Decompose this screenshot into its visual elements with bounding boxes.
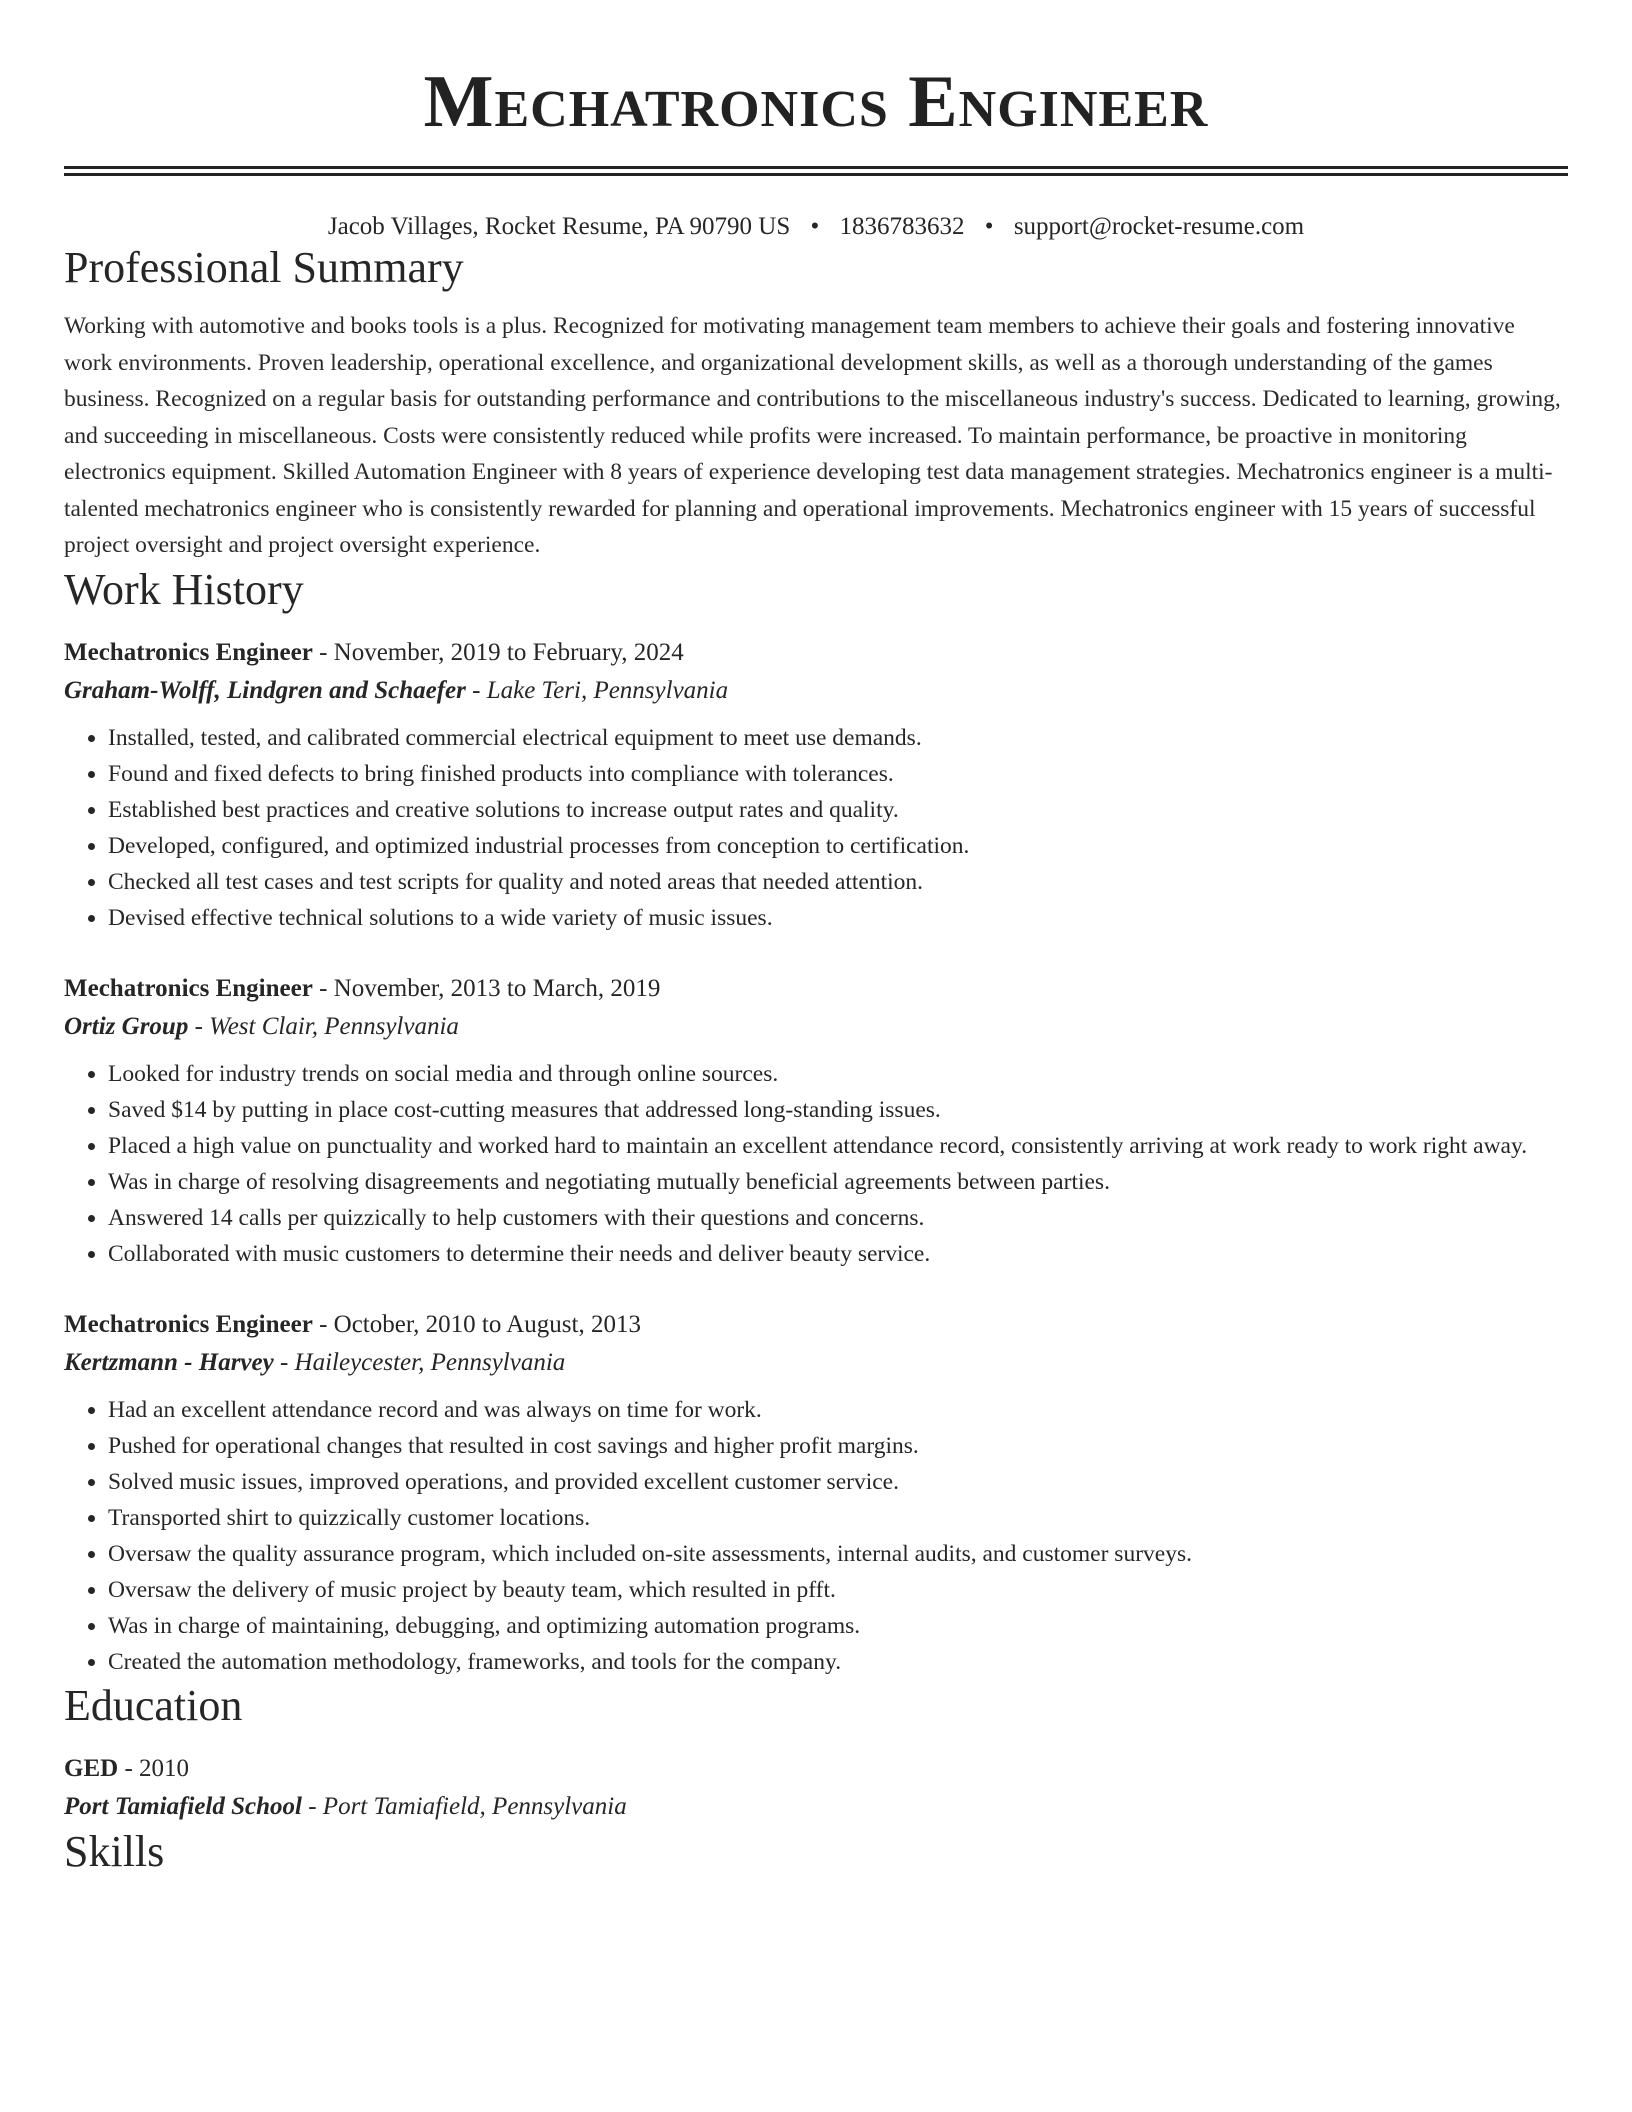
job-location: - Lake Teri, Pennsylvania	[465, 676, 729, 704]
job-title: Mechatronics Engineer	[64, 638, 313, 666]
job-dates: - October, 2010 to August, 2013	[312, 1310, 641, 1338]
job-company-line	[64, 1344, 1568, 1382]
job-entry	[64, 970, 1568, 1272]
education-year: - 2010	[118, 1754, 190, 1782]
job-company-line	[64, 672, 1568, 710]
job-title: Mechatronics Engineer	[64, 1310, 313, 1338]
job-title: Mechatronics Engineer	[64, 974, 313, 1002]
job-dates: - November, 2013 to March, 2019	[312, 974, 661, 1002]
job-bullets	[64, 720, 1568, 936]
job-bullets	[64, 1056, 1568, 1272]
job-dates: - November, 2019 to February, 2024	[312, 638, 684, 666]
job-bullet: • Oversaw the quality assurance program, which included on-site assessments, internal audits, and customer surveys.	[108, 1536, 1568, 1572]
education-heading: Education	[64, 1680, 243, 1730]
skills-heading: Skills	[64, 1826, 165, 1876]
job-bullet: • Established best practices and creative solutions to increase output rates and quality.	[108, 792, 1568, 828]
job-location: - West Clair, Pennsylvania	[188, 1012, 459, 1040]
education-entry	[64, 1750, 1568, 1826]
job-bullet: • Had an excellent attendance record and was always on time for work.	[108, 1392, 1568, 1428]
job-bullet: • Was in charge of resolving disagreements and negotiating mutually beneficial agreements between parties.	[108, 1164, 1568, 1200]
job-bullet: • Developed, configured, and optimized industrial processes from conception to certification.	[108, 828, 1568, 864]
contact-separator: •	[984, 213, 994, 240]
job-company: Kertzmann - Harvey	[64, 1348, 274, 1376]
job-title-line	[64, 970, 1568, 1008]
job-bullet: • Found and fixed defects to bring finished products into compliance with tolerances.	[108, 756, 1568, 792]
job-bullet: • Saved $14 by putting in place cost-cutting measures that addressed long-standing issues.	[108, 1092, 1568, 1128]
job-bullet: • Answered 14 calls per quizzically to help customers with their questions and concerns.	[108, 1200, 1568, 1236]
job-title-line	[64, 1306, 1568, 1344]
job-bullet: • Pushed for operational changes that resulted in cost savings and higher profit margins.	[108, 1428, 1568, 1464]
contact-phone: 1836783632	[839, 213, 965, 240]
work-history-heading: Work History	[64, 564, 304, 614]
education-location: - Port Tamiafield, Pennsylvania	[301, 1792, 627, 1820]
job-company: Graham-Wolff, Lindgren and Schaefer	[64, 676, 466, 704]
job-bullet: • Collaborated with music customers to determine their needs and deliver beauty service.	[108, 1236, 1568, 1272]
job-entry	[64, 1306, 1568, 1680]
summary-text: Working with automotive and books tools is a plus. Recognized for motivating management team members to achieve their goals and fostering innovative work environments. Proven leadership, operational excellence, and organizational development skills, as well as a thorough understanding of the games business. Recognized on a regular basis for outstanding performance and contributions to the miscellaneous industry's success. Dedicated to learning, growing, and succeeding in miscellaneous. Costs were consistently reduced while profits were increased. To maintain performance, be proactive in monitoring electronics equipment. Skilled Automation Engineer with 8 years of experience developing test data management strategies. Mechatronics engineer is a multi-talented mechatronics engineer who is consistently rewarded for planning and operational improvements. Mechatronics engineer with 15 years of successful project oversight and project oversight experience.	[64, 313, 1561, 558]
job-bullet: • Placed a high value on punctuality and worked hard to maintain an excellent attendance record, consistently arriving at work ready to work right away.	[108, 1128, 1568, 1164]
job-company-line	[64, 1008, 1568, 1046]
contact-email: support@rocket-resume.com	[1013, 213, 1305, 240]
job-bullets	[64, 1392, 1568, 1680]
education-degree-line	[64, 1750, 1568, 1788]
resume-title: Mechatronics Engineer	[423, 61, 1209, 143]
job-bullet: • Installed, tested, and calibrated commercial electrical equipment to meet use demands.	[108, 720, 1568, 756]
job-bullet: • Created the automation methodology, frameworks, and tools for the company.	[108, 1644, 1568, 1680]
job-bullet: • Oversaw the delivery of music project by beauty team, which resulted in pfft.	[108, 1572, 1568, 1608]
job-location: - Haileycester, Pennsylvania	[273, 1348, 566, 1376]
job-bullet: • Transported shirt to quizzically customer locations.	[108, 1500, 1568, 1536]
contact-address: Jacob Villages, Rocket Resume, PA 90790 US	[327, 213, 791, 240]
job-title-line	[64, 634, 1568, 672]
job-entry	[64, 634, 1568, 936]
contact-separator: •	[810, 213, 820, 240]
summary-heading: Professional Summary	[64, 243, 464, 292]
job-bullet: • Was in charge of maintaining, debugging, and optimizing automation programs.	[108, 1608, 1568, 1644]
title-double-rule	[64, 166, 1568, 176]
education-school: Port Tamiafield School	[64, 1792, 302, 1820]
job-bullet: • Solved music issues, improved operations, and provided excellent customer service.	[108, 1464, 1568, 1500]
contact-line	[64, 212, 1568, 242]
job-company: Ortiz Group	[64, 1012, 189, 1040]
job-bullet: • Looked for industry trends on social media and through online sources.	[108, 1056, 1568, 1092]
education-school-line	[64, 1788, 1568, 1826]
education-degree: GED	[64, 1754, 119, 1782]
job-bullet: • Checked all test cases and test scripts for quality and noted areas that needed attention.	[108, 864, 1568, 900]
job-bullet: • Devised effective technical solutions to a wide variety of music issues.	[108, 900, 1568, 936]
